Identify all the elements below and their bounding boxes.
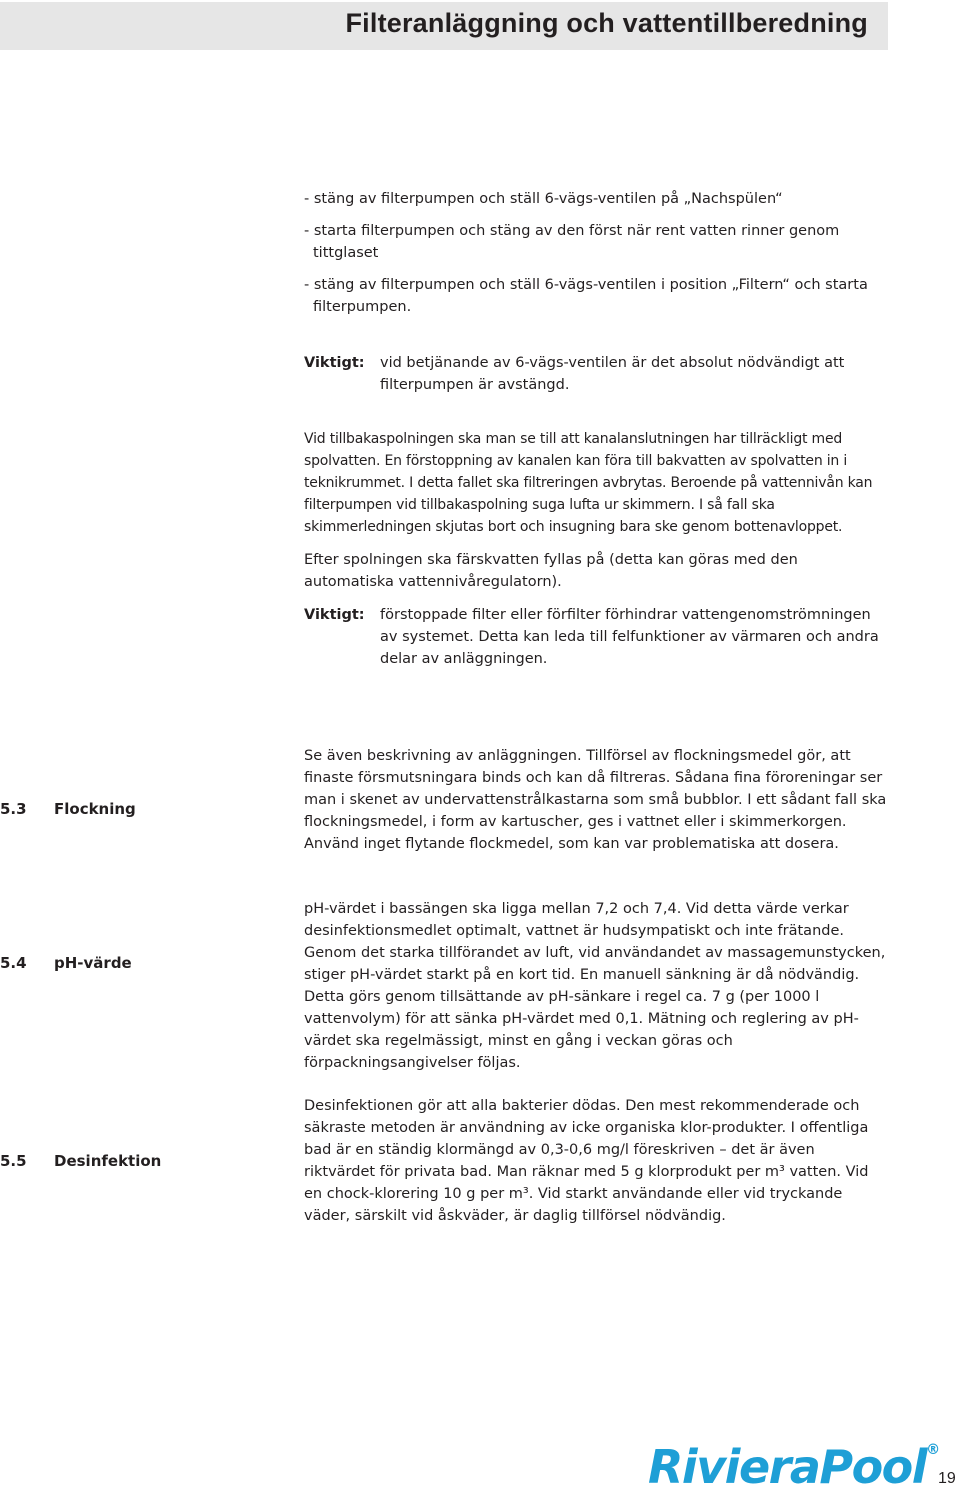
logo-text: RivieraPool	[648, 1440, 927, 1494]
page-number: 19	[938, 1470, 956, 1487]
important-label: Viktigt:	[304, 607, 365, 623]
section-number: 5.4	[0, 954, 27, 972]
important-text: vid betjänande av 6-vägs-ventilen är det absolut nödvändigt att filterpumpen är avstängd.	[380, 355, 845, 393]
page-title: Filteranläggning och vattentillberedning	[345, 8, 868, 38]
registered-mark: ®	[926, 1442, 939, 1458]
section-number: 5.5	[0, 1152, 27, 1170]
backwash-paragraph: Vid tillbakaspolningen ska man se till att kanalanslutningen har tillräckligt med spolvatten. En förstoppning av kanalen kan föra till bakvatten av spolvatten in i teknikrummet. I detta fallet ska filtreringen avbrytas. Beroende på vattennivån kan filterpumpen vid tillbakaspolning suga lufta ur skimmern. I så fall ska skimmerledningen skjutas bort och insugning bara ske genom bottenavloppet.	[304, 431, 873, 535]
important-note-valve	[304, 352, 890, 396]
section-heading-flockning	[0, 800, 136, 818]
section-heading-ph	[0, 954, 132, 972]
step-item: - starta filterpumpen och stäng av den först när rent vatten rinner genom tittglaset	[304, 223, 840, 261]
refill-paragraph: Efter spolningen ska färskvatten fyllas på (detta kan göras med den automatiska vattennivåregulatorn).	[304, 552, 798, 590]
section-text-desinfektion: Desinfektionen gör att alla bakterier dödas. Den mest rekommenderade och säkraste metoden är användning av icke organiska klor-produkter. I offentliga bad är en ständig klormängd av 0,3-0,6 mg/l föreskriven – det är även riktvärdet för privata bad. Man räknar med 5 g klorprodukt per m³ vatten. Vid en chock-klorering 10 g per m³. Vid starkt användande eller vid tryckande väder, särskilt vid åskväder, är daglig tillförsel nödvändig.	[304, 1098, 869, 1224]
important-note-filter	[304, 604, 890, 670]
step-item: - stäng av filterpumpen och ställ 6-vägs-ventilen i position „Filtern“ och starta filterpumpen.	[304, 277, 868, 315]
rivierapool-logo	[648, 1440, 939, 1492]
section-title: Flockning	[54, 800, 136, 818]
section-text-flockning: Se även beskrivning av anläggningen. Tillförsel av flockningsmedel gör, att finaste försmutsningara binds och kan då filtreras. Sådana fina föroreningar ser man i skenet av undervattenstrålkastarna som små bubblor. I ett sådant fall ska flockningsmedel, i form av kartuscher, ges i vattnet eller i skimmerkorgen. Använd inget flytande flockmedel, som kan var problematiska att dosera.	[304, 748, 887, 852]
important-text: förstoppade filter eller förfilter förhindrar vattengenomströmningen av systemet. Detta kan leda till felfunktioner av värmaren och andra delar av anläggningen.	[380, 607, 879, 667]
section-text-ph: pH-värdet i bassängen ska ligga mellan 7,2 och 7,4. Vid detta värde verkar desinfektionsmedlet optimalt, vattnet är hudsympatiskt och inte frätande. Genom det starka tillförandet av luft, vid användandet av massagemunstycken, stiger pH-värdet starkt på en kort tid. En manuell sänkning är då nödvändig. Detta görs genom tillsättande av pH-sänkare i regel ca. 7 g (per 1000 l vattenvolym) för att sänka pH-värdet med 0,1. Mätning och reglering av pH-värdet ska regelmässigt, minst en gång i veckan göras och förpackningsangivelser följas.	[304, 901, 886, 1071]
instruction-steps	[304, 188, 894, 328]
section-title: Desinfektion	[54, 1152, 162, 1170]
important-label: Viktigt:	[304, 355, 365, 371]
section-title: pH-värde	[54, 954, 132, 972]
step-item: - stäng av filterpumpen och ställ 6-vägs-ventilen på „Nachspülen“	[304, 191, 783, 207]
section-number: 5.3	[0, 800, 27, 818]
section-heading-desinfektion	[0, 1152, 161, 1170]
